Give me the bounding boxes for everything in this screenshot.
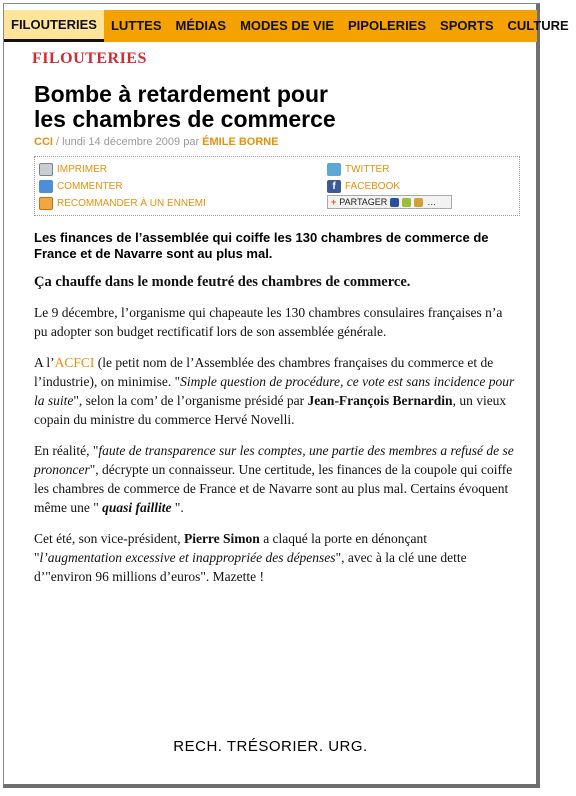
article-tools <box>34 156 520 216</box>
share-plus-icon: + <box>331 197 337 207</box>
author-link[interactable]: ÉMILE BORNE <box>202 136 279 148</box>
print-button[interactable] <box>39 161 107 177</box>
twitter-icon <box>327 163 341 176</box>
printer-icon <box>39 163 53 176</box>
byline-separator: / <box>52 136 63 148</box>
share-button[interactable] <box>327 195 452 209</box>
article <box>32 44 517 586</box>
nav-item-culture[interactable]: CULTURE <box>507 18 569 33</box>
recommend-button[interactable] <box>39 195 206 211</box>
section-label: FILOUTERIES <box>32 50 147 67</box>
bookmark-icon <box>414 198 423 207</box>
comment-button[interactable] <box>39 178 123 194</box>
digg-icon <box>402 198 411 207</box>
nav-item-medias[interactable]: MÉDIAS <box>175 18 227 33</box>
delicious-icon <box>390 198 399 207</box>
paragraph-2: A l’ACFCI (le petit nom de l’Assemblée des chambres françaises du commerce et de l’industrie), on minimise. "Simple question de procédure, ce vote est sans incidence pour la suite", selon la com’ de l’organisme présidé par Jean-François Bernardin, un vieux copain du ministre du commerce Hervé Novelli. <box>34 355 515 427</box>
article-date: lundi 14 décembre 2009 par <box>62 136 203 148</box>
share-label: PARTAGER <box>339 197 388 207</box>
paragraph-3: En réalité, "faute de transparence sur les comptes, une partie des membres a refusé de se prononcer", décrypte un connaisseur. Une certitude, les finances de la coupole qui coiffe les chambres de commerce de France et de Navarre sont au plus mal. Certains évoquent même une " quasi faillite ". <box>34 443 514 515</box>
acfci-link[interactable]: ACFCI <box>54 355 95 370</box>
nav-item-sports[interactable]: SPORTS <box>440 18 494 33</box>
nav-item-pipoleries[interactable]: PIPOLERIES <box>348 18 427 33</box>
nav-item-luttes[interactable]: LUTTES <box>110 18 162 33</box>
category-link[interactable]: CCI <box>34 136 53 148</box>
article-lead: Les finances de l’assemblée qui coiffe les 130 chambres de commerce de France et de Navarre sont au plus mal. <box>34 230 489 261</box>
recommend-label: RECOMMANDER À UN ENNEMI <box>57 197 206 209</box>
article-subhead: Ça chauffe dans le monde feutré des chambres de commerce. <box>34 274 411 290</box>
footer-note: RECH. TRÉSORIER. URG. <box>173 738 368 755</box>
byline <box>34 136 517 148</box>
nav-item-modes-de-vie[interactable]: MODES DE VIE <box>240 18 334 33</box>
paragraph-4: Cet été, son vice-président, Pierre Simon a claqué la porte en dénonçant "l’augmentation excessive et inappropriée des dépenses", avec à la clé une dette d’"environ 96 millions d’euros". Mazette ! <box>34 531 467 584</box>
comment-icon <box>39 180 53 193</box>
article-title: Bombe à retardement pour les chambres de commerce <box>34 81 336 132</box>
twitter-label: TWITTER <box>345 163 390 175</box>
facebook-label: FACEBOOK <box>345 180 401 192</box>
mail-icon <box>39 197 53 210</box>
facebook-icon: f <box>327 180 341 193</box>
facebook-button[interactable] <box>327 178 400 194</box>
comment-label: COMMENTER <box>57 180 123 192</box>
more-icon: … <box>427 197 437 207</box>
nav-item-filouteries[interactable]: FILOUTERIES <box>4 10 104 42</box>
print-label: IMPRIMER <box>57 163 107 175</box>
paragraph-1: Le 9 décembre, l’organisme qui chapeaute les 130 chambres consulaires françaises n’a pu adopter son budget rectificatif lors de son assemblée générale. <box>34 305 503 339</box>
twitter-button[interactable] <box>327 161 389 177</box>
page-frame <box>3 3 569 788</box>
top-nav <box>4 10 569 42</box>
